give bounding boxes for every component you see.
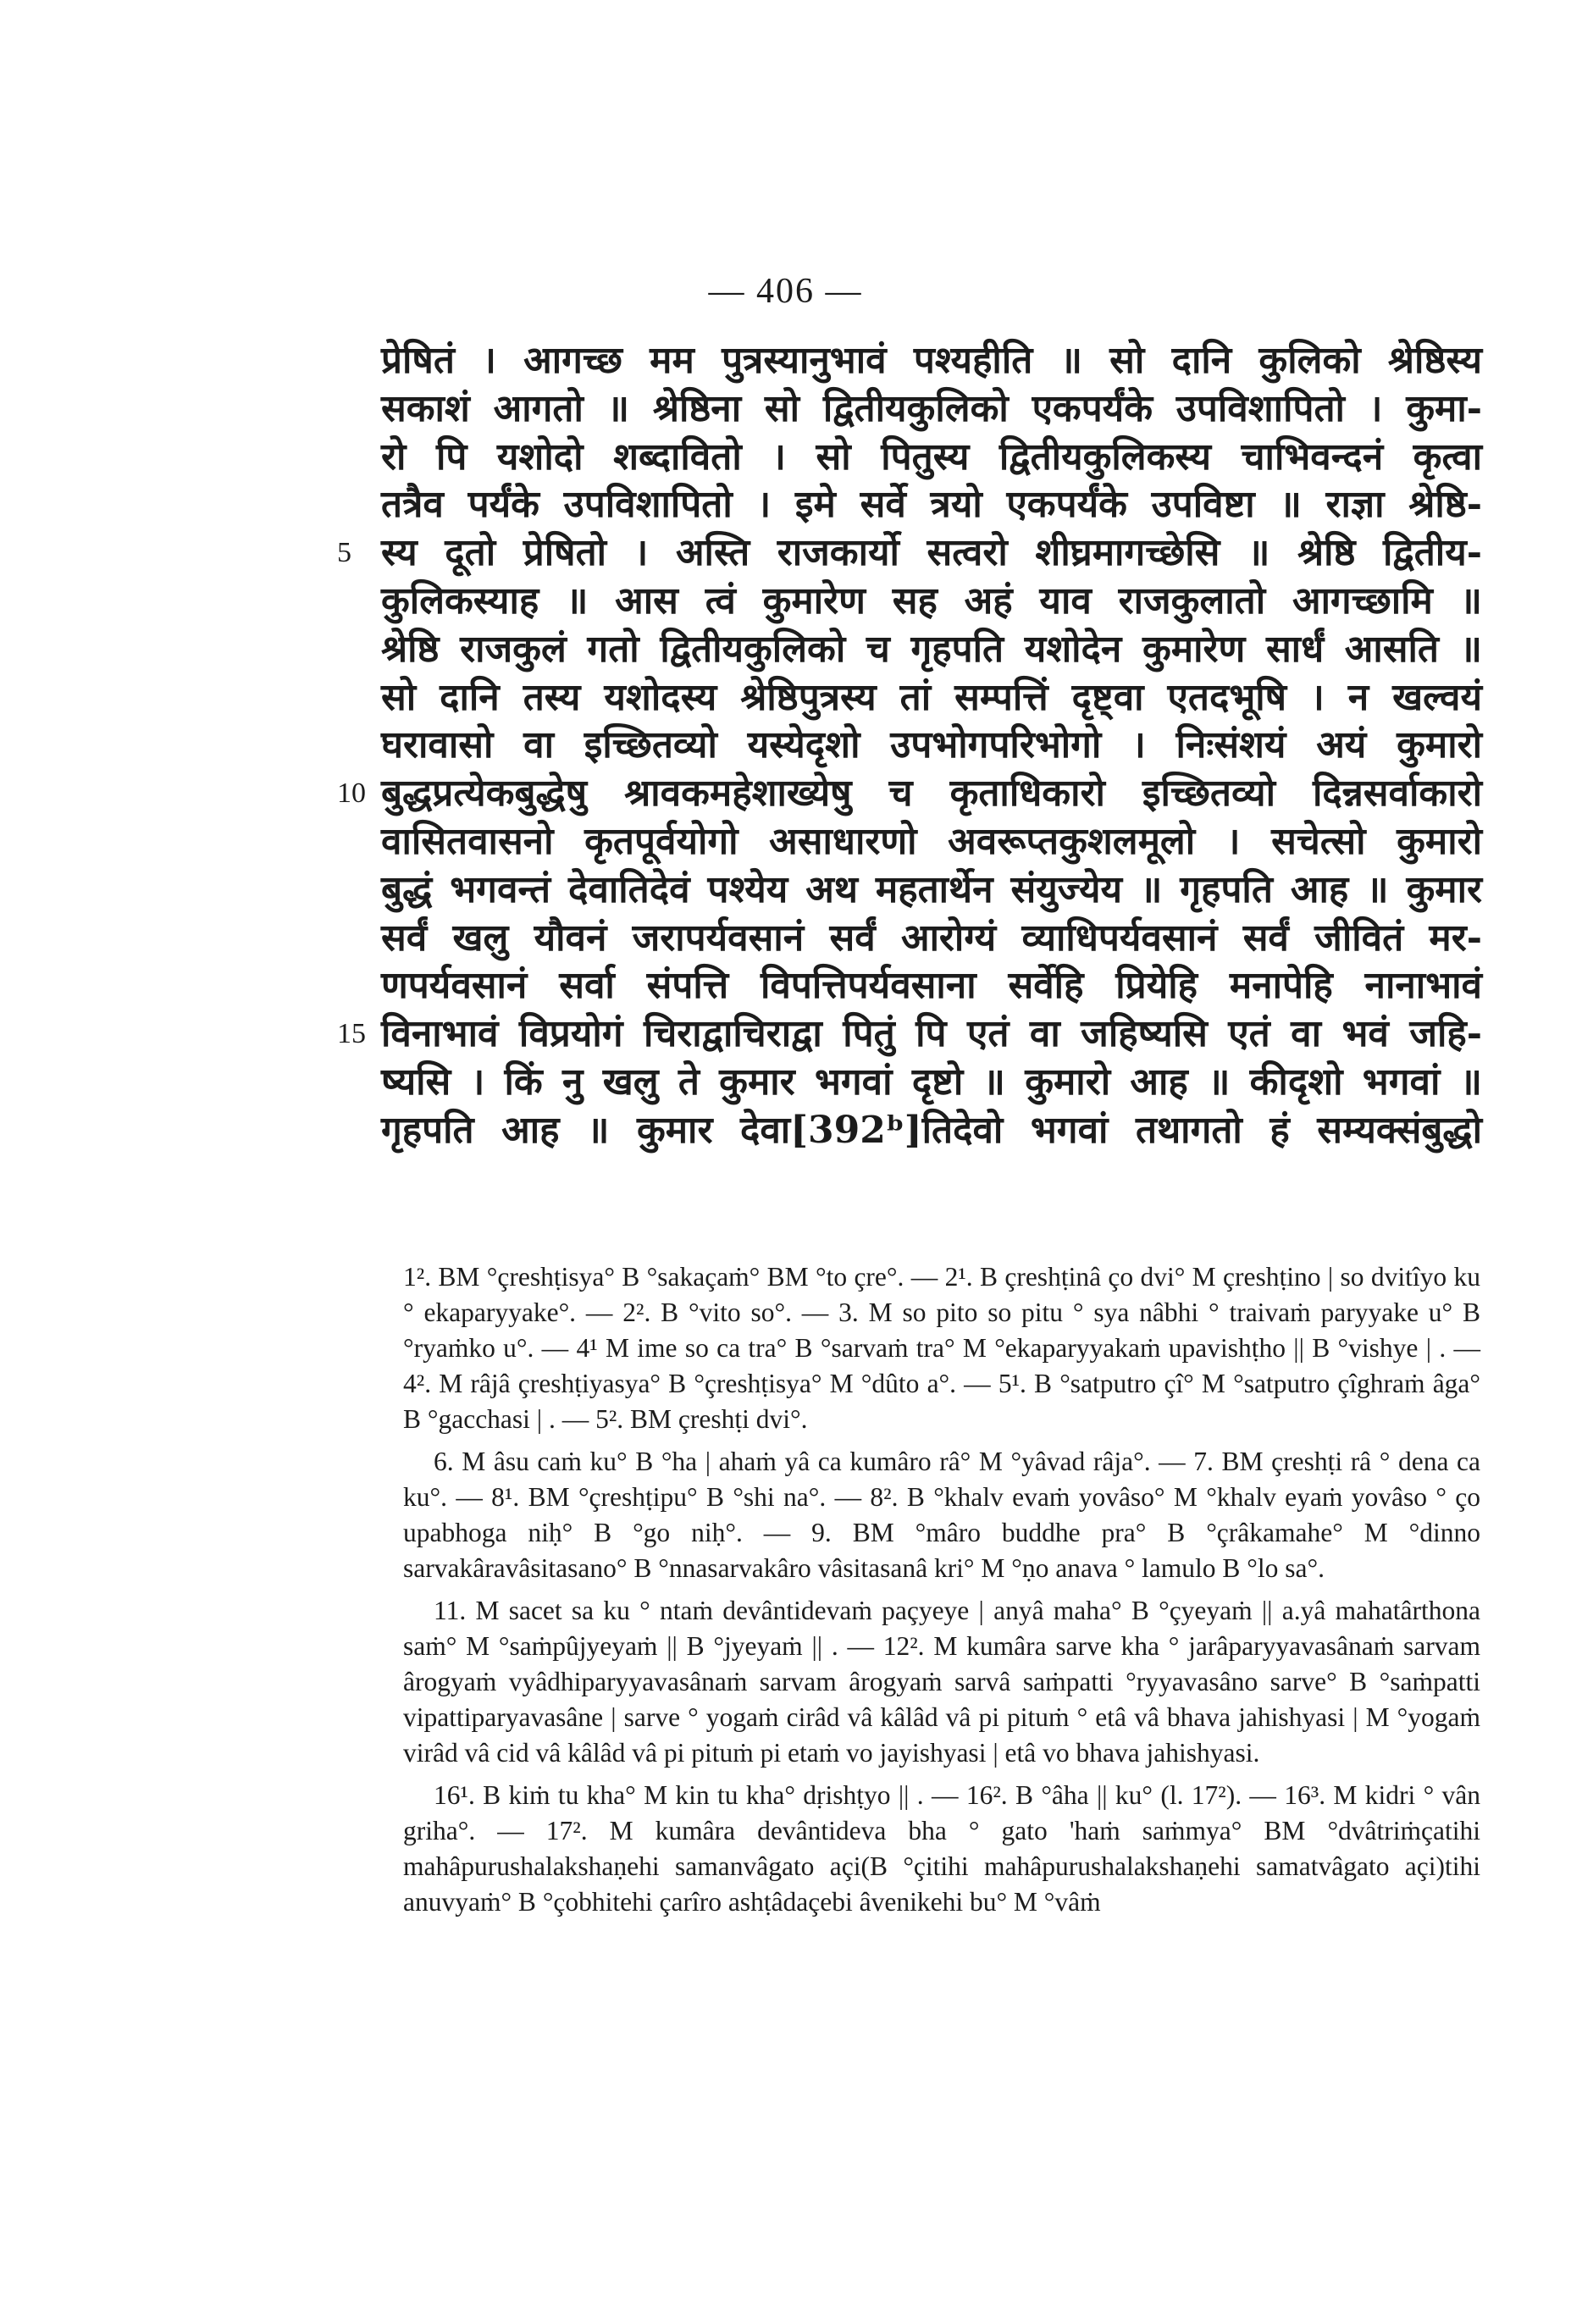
line-text: गृहपति आह ॥ कुमार देवा[392ᵇ]तिदेवो भगवां तथागतो हं सम्यक्संबुद्धो xyxy=(381,1108,1482,1152)
text-line xyxy=(337,1010,1482,1059)
page-number: — 406 — xyxy=(708,272,863,311)
text-line xyxy=(381,962,1482,1010)
line-number: 10 xyxy=(337,777,366,810)
line-text: रो पि यशोदो शब्दावितो । सो पितुस्य द्वितीयकुलिकस्य चाभिवन्दनं कृत्वा xyxy=(381,434,1482,479)
note-paragraph: 16¹. B kiṁ tu kha° M kin tu kha° dṛishṭyo || . — 16². B °âha || ku° (l. 17²). — 16³. M kidri ° vân griha°. — 17². M kumâra devântideva bha ° gato 'haṁ saṁmya° BM °dvâtriṁçatihi mahâpurushalakshaṇehi samanvâgato açi(B °çitihi mahâpurushalakshaṇehi samatvâgato açi)tihi anuvyaṁ° B °çobhitehi çarîro ashṭâdaçebi âvenikehi bu° M °vâṁ xyxy=(403,1780,1480,1917)
line-text: सकाशं आगतो ॥ श्रेष्ठिना सो द्वितीयकुलिको एकपर्यंके उपविशापितो । कुमा- xyxy=(381,386,1482,430)
line-text: विनाभावं विप्रयोगं चिराद्वाचिराद्वा पितुं पि एतं वा जहिष्यसि एतं वा भवं जहि- xyxy=(381,1012,1482,1056)
text-line xyxy=(381,626,1482,674)
line-text: स्य दूतो प्रेषितो । अस्ति राजकार्यो सत्वरो शीघ्रमागच्छेसि ॥ श्रेष्ठि द्वितीय- xyxy=(381,531,1482,575)
text-line xyxy=(337,770,1482,818)
line-text: बुद्धं भगवन्तं देवातिदेवं पश्येय अथ महतार्थेन संयुज्येय ॥ गृहपति आह ॥ कुमार xyxy=(381,867,1482,911)
text-line xyxy=(381,385,1482,434)
note-paragraph: 11. M sacet sa ku ° ntaṁ devântidevaṁ paçyeye | anyâ maha° B °çyeyaṁ || a.yâ mahatârthona saṁ° M °saṁpûjyeyaṁ || B °jyeyaṁ || . — 12². M kumâra sarve kha ° jarâparyyavasânaṁ sarvam ârogyaṁ vyâdhiparyyavasânaṁ sarvam ârogyaṁ sarvâ saṁpatti °ryyavasâno sarve° B °saṁpatti vipattiparyavasâne | sarve ° yogaṁ cirâd vâ kâlâd vâ pi pituṁ ° etâ vâ bhava jahishyasi | M °yogaṁ virâd vâ cid vâ kâlâd vâ pi pituṁ pi etaṁ vo jayishyasi | etâ vo bhava jahishyasi. xyxy=(403,1596,1480,1768)
text-line xyxy=(381,915,1482,963)
text-line xyxy=(381,481,1482,529)
line-text: वासितवासनो कृतपूर्वयोगो असाधारणो अवरूप्तकुशलमूलो । सचेत्सो कुमारो xyxy=(381,819,1482,863)
note-paragraph: 1². BM °çreshṭisya° B °sakaçaṁ° BM °to çre°. — 2¹. B çreshṭinâ ço dvi° M çreshṭino | so dvitîyo ku ° ekaparyyake°. — 2². B °vito so°. — 3. M so pito so pitu ° sya nâbhi ° traivaṁ paryyake u° B °ryaṁko u°. — 4¹ M ime so ca tra° B °sarvaṁ tra° M °ekaparyyakaṁ upavishṭho || B °vishye | . — 4². M râjâ çreshṭiyasya° B °çreshṭisya° M °dûto a°. — 5¹. B °satputro çî° M °satputro çîghraṁ âga° B °gacchasi | . — 5². BM çreshṭi dvi°. xyxy=(403,1262,1480,1434)
text-line xyxy=(381,1107,1482,1155)
line-text: कुलिकस्याह ॥ आस त्वं कुमारेण सह अहं याव राजकुलातो आगच्छामि ॥ xyxy=(381,578,1482,622)
line-text: घरावासो वा इच्छितव्यो यस्येदृशो उपभोगपरिभोगो । निःसंशयं अयं कुमारो xyxy=(381,723,1482,767)
line-text: तत्रैव पर्यंके उपविशापितो । इमे सर्वे त्रयो एकपर्यंके उपविष्टा ॥ राज्ञा श्रेष्ठि- xyxy=(381,483,1482,527)
text-line xyxy=(381,1059,1482,1107)
text-line xyxy=(381,434,1482,482)
sanskrit-text-block xyxy=(337,337,1482,1155)
line-text: ष्यसि । किं नु खलु ते कुमार भगवां दृष्टो ॥ कुमारो आह ॥ कीदृशो भगवां ॥ xyxy=(381,1060,1482,1104)
text-line xyxy=(381,674,1482,722)
line-text: बुद्धप्रत्येकबुद्धेषु श्रावकमहेशाख्येषु च कृताधिकारो इच्छितव्यो दिन्नसर्वाकारो xyxy=(381,772,1482,816)
text-line xyxy=(381,578,1482,626)
line-text: णपर्यवसानं सर्वा संपत्ति विपत्तिपर्यवसाना सर्वेहि प्रियेहि मनापेहि नानाभावं xyxy=(381,964,1482,1008)
text-line xyxy=(381,866,1482,915)
line-text: सर्वं खलु यौवनं जरापर्यवसानं सर्वं आरोग्यं व्याधिपर्यवसानं सर्वं जीवितं मर- xyxy=(381,916,1482,960)
text-line xyxy=(381,722,1482,770)
line-number: 15 xyxy=(337,1018,366,1050)
critical-apparatus xyxy=(403,1259,1480,1927)
text-line xyxy=(381,337,1482,385)
text-line xyxy=(381,818,1482,866)
line-text: प्रेषितं । आगच्छ मम पुत्रस्यानुभावं पश्यहीति ॥ सो दानि कुलिको श्रेष्ठिस्य xyxy=(381,339,1482,382)
line-number: 5 xyxy=(337,537,351,569)
line-text: सो दानि तस्य यशोदस्य श्रेष्ठिपुत्रस्य तां सम्पत्तिं दृष्ट्वा एतदभूषि । न खल्वयं xyxy=(381,675,1482,719)
text-line xyxy=(337,529,1482,578)
line-text: श्रेष्ठि राजकुलं गतो द्वितीयकुलिको च गृहपति यशोदेन कुमारेण सार्धं आसति ॥ xyxy=(381,627,1482,671)
note-paragraph: 6. M âsu caṁ ku° B °ha | ahaṁ yâ ca kumâro râ° M °yâvad râja°. — 7. BM çreshṭi râ ° dena ca ku°. — 8¹. BM °çreshṭipu° B °shi na°. — 8². B °khalv evaṁ yovâso° M °khalv eyaṁ yovâso ° ço upabhoga niḥ° B °go niḥ°. — 9. BM °mâro buddhe pra° B °çrâkamahe° M °dinno sarvakâravâsitasano° B °nnasarvakâro vâsitasanâ kri° M °ṇo anava ° lamulo B °lo sa°. xyxy=(403,1447,1480,1583)
